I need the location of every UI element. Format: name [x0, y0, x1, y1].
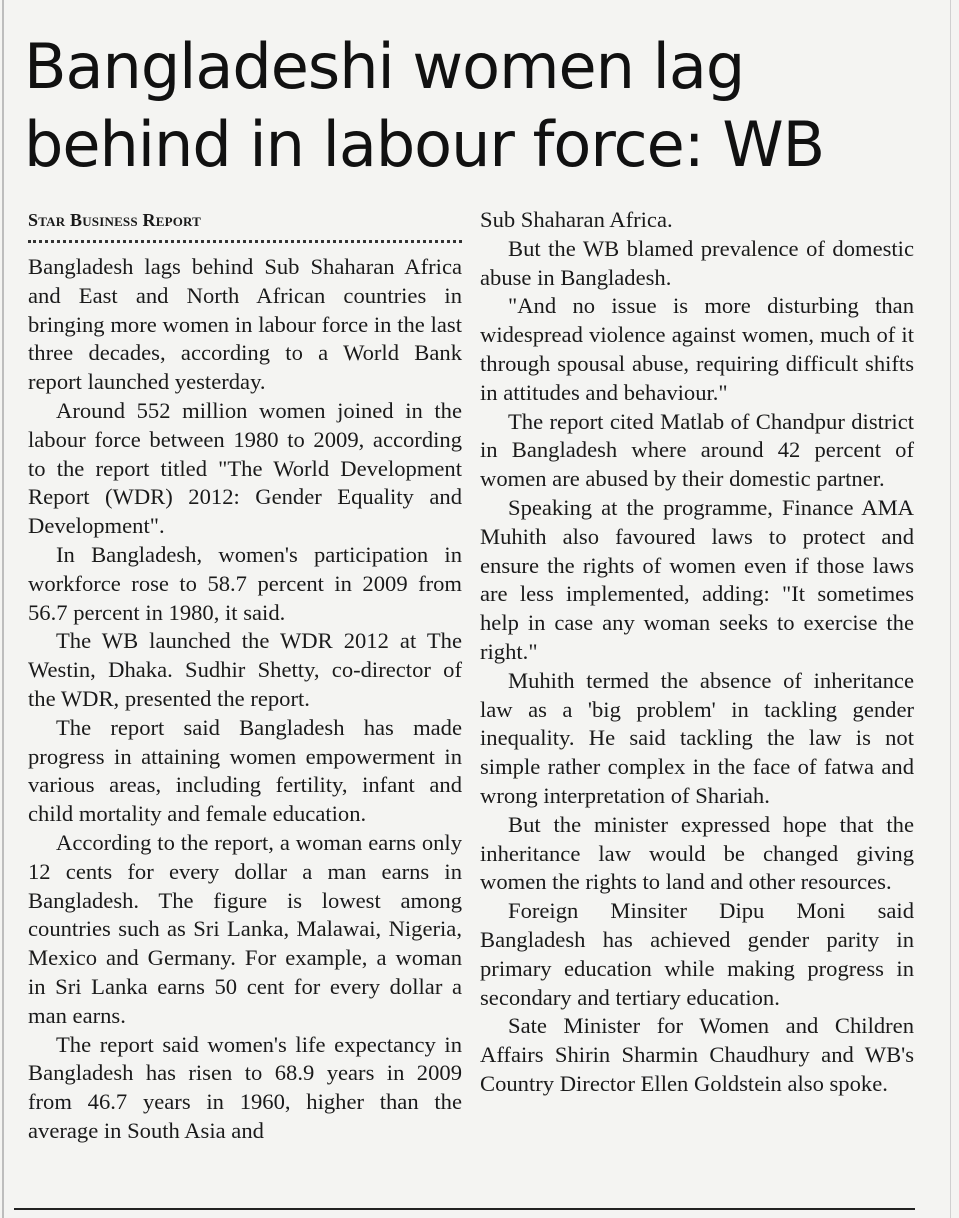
paragraph: Muhith termed the absence of inheritance law as a 'big problem' in tackling gender inequality. He said tackling the law is not simple rather complex in the face of fatwa and wrong interpretation of Shariah.	[480, 667, 914, 808]
paragraph: Foreign Minsiter Dipu Moni said Bangladesh has achieved gender parity in primary education while making progress in secondary and tertiary education.	[480, 898, 914, 1010]
paragraph: The report said Bangladesh has made progress in attaining women empowerment in various areas, including fertility, infant and child mortality and female education.	[28, 714, 462, 827]
paragraph: In Bangladesh, women's participation in workforce rose to 58.7 percent in 2009 from 56.7 percent in 1980, it said.	[28, 541, 462, 625]
dotted-divider	[28, 240, 462, 243]
paragraph: Sub Shaharan Africa.	[480, 207, 673, 232]
bottom-border-rule	[14, 1208, 915, 1210]
right-border-rule	[950, 0, 951, 1218]
headline: Bangladeshi women lag behind in labour force: WB	[24, 30, 825, 181]
right-column	[480, 206, 914, 1099]
paragraph: The report cited Matlab of Chandpur district in Bangladesh where around 42 percent of women are abused by their domestic partner.	[480, 408, 914, 492]
paragraph: Speaking at the programme, Finance AMA Muhith also favoured laws to protect and ensure the rights of women even if those laws are less implemented, adding: "It sometimes help in case any woman seeks to exercise the right."	[480, 494, 914, 664]
paragraph: But the minister expressed hope that the inheritance law would be changed giving women the rights to land and other resources.	[480, 811, 914, 895]
left-border-rule	[2, 0, 4, 1218]
paragraph: The WB launched the WDR 2012 at The Westin, Dhaka. Sudhir Shetty, co-director of the WDR, presented the report.	[28, 628, 462, 711]
paragraph: The report said women's life expectancy in Bangladesh has risen to 68.9 years in 2009 from 46.7 years in 1960, higher than the average in South Asia and	[28, 1031, 462, 1143]
paragraph: Sate Minister for Women and Children Affairs Shirin Sharmin Chaudhury and WB's Country Director Ellen Goldstein also spoke.	[480, 1013, 914, 1096]
paragraph: But the WB blamed prevalence of domestic abuse in Bangladesh.	[480, 235, 914, 290]
paragraph: According to the report, a woman earns only 12 cents for every dollar a man earns in Bangladesh. The figure is lowest among countries such as Sri Lanka, Malawai, Nigeria, Mexico and Germany. For example, a woman in Sri Lanka earns 50 cent for every dollar a man earns.	[28, 829, 462, 1028]
paragraph: "And no issue is more disturbing than widespread violence against women, much of it through spousal abuse, requiring difficult shifts in attitudes and behaviour."	[480, 293, 914, 405]
left-column	[28, 206, 462, 1146]
paragraph: Around 552 million women joined in the labour force between 1980 to 2009, according to the report titled "The World Development Report (WDR) 2012: Gender Equality and Development".	[28, 397, 462, 539]
paragraph: Bangladesh lags behind Sub Shaharan Africa and East and North African countries in bringing more women in labour force in the last three decades, according to a World Bank report launched yesterday.	[28, 254, 462, 395]
byline: Star Business Report	[28, 210, 202, 230]
